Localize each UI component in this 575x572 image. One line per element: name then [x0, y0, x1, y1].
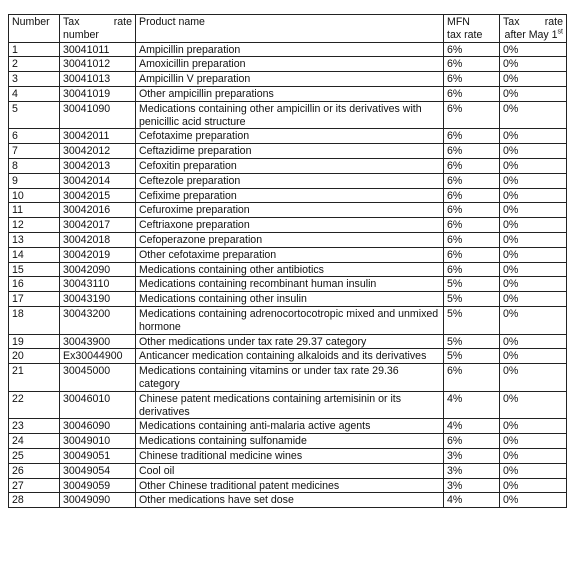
cell-tax-rate-number: 30042090 [60, 262, 136, 277]
table-row [9, 173, 567, 188]
cell-tax-rate-number: 30042015 [60, 188, 136, 203]
cell-product-name: Medications containing other antibiotics [136, 262, 444, 277]
table-row [9, 158, 567, 173]
cell-tax-rate-number: 30041090 [60, 101, 136, 129]
cell-mfn-tax-rate: 4% [444, 391, 500, 419]
cell-tax-rate-number: 30043900 [60, 334, 136, 349]
header-tax-rate-after-may: Tax rate after May 1st [500, 15, 567, 43]
cell-product-name: Anticancer medication containing alkaloids and its derivatives [136, 349, 444, 364]
cell-mfn-tax-rate: 6% [444, 101, 500, 129]
cell-mfn-tax-rate: 6% [444, 42, 500, 57]
cell-tax-rate-after: 0% [500, 391, 567, 419]
cell-number: 18 [9, 306, 60, 334]
cell-tax-rate-after: 0% [500, 188, 567, 203]
cell-product-name: Chinese patent medications containing artemisinin or its derivatives [136, 391, 444, 419]
cell-number: 24 [9, 434, 60, 449]
cell-tax-rate-after: 0% [500, 349, 567, 364]
cell-tax-rate-after: 0% [500, 42, 567, 57]
cell-number: 13 [9, 232, 60, 247]
cell-tax-rate-number: 30042016 [60, 203, 136, 218]
cell-product-name: Cefuroxime preparation [136, 203, 444, 218]
cell-product-name: Other Chinese traditional patent medicines [136, 478, 444, 493]
cell-number: 25 [9, 448, 60, 463]
cell-tax-rate-number: 30041012 [60, 57, 136, 72]
cell-tax-rate-after: 0% [500, 292, 567, 307]
cell-tax-rate-after: 0% [500, 173, 567, 188]
cell-tax-rate-after: 0% [500, 448, 567, 463]
cell-tax-rate-after: 0% [500, 57, 567, 72]
cell-number: 3 [9, 72, 60, 87]
cell-tax-rate-number: 30046010 [60, 391, 136, 419]
table-header-row [9, 15, 567, 43]
cell-tax-rate-number: 30049054 [60, 463, 136, 478]
cell-tax-rate-number: Ex30044900 [60, 349, 136, 364]
table-row [9, 57, 567, 72]
cell-mfn-tax-rate: 6% [444, 72, 500, 87]
cell-tax-rate-number: 30049051 [60, 448, 136, 463]
cell-number: 6 [9, 129, 60, 144]
cell-number: 1 [9, 42, 60, 57]
cell-tax-rate-after: 0% [500, 306, 567, 334]
cell-product-name: Medications containing vitamins or under tax rate 29.36 category [136, 364, 444, 392]
table-row [9, 86, 567, 101]
cell-number: 5 [9, 101, 60, 129]
table-row [9, 419, 567, 434]
cell-mfn-tax-rate: 5% [444, 349, 500, 364]
table-row [9, 493, 567, 508]
table-row [9, 218, 567, 233]
cell-mfn-tax-rate: 6% [444, 144, 500, 159]
cell-product-name: Ceftriaxone preparation [136, 218, 444, 233]
cell-tax-rate-after: 0% [500, 463, 567, 478]
table-row [9, 349, 567, 364]
cell-product-name: Ampicillin V preparation [136, 72, 444, 87]
cell-product-name: Chinese traditional medicine wines [136, 448, 444, 463]
cell-product-name: Ceftezole preparation [136, 173, 444, 188]
header-mfn-tax-rate: MFN tax rate [444, 15, 500, 43]
cell-number: 2 [9, 57, 60, 72]
header-tax-rate-number: Tax rate number [60, 15, 136, 43]
cell-mfn-tax-rate: 6% [444, 218, 500, 233]
cell-tax-rate-number: 30043200 [60, 306, 136, 334]
cell-mfn-tax-rate: 6% [444, 158, 500, 173]
table-row [9, 247, 567, 262]
cell-mfn-tax-rate: 6% [444, 247, 500, 262]
cell-tax-rate-number: 30042014 [60, 173, 136, 188]
cell-tax-rate-number: 30042017 [60, 218, 136, 233]
cell-number: 8 [9, 158, 60, 173]
cell-tax-rate-number: 30042018 [60, 232, 136, 247]
cell-tax-rate-number: 30043110 [60, 277, 136, 292]
cell-product-name: Medications containing adrenocortocotropic mixed and unmixed hormone [136, 306, 444, 334]
cell-tax-rate-after: 0% [500, 72, 567, 87]
cell-number: 26 [9, 463, 60, 478]
cell-mfn-tax-rate: 6% [444, 188, 500, 203]
header-product-name: Product name [136, 15, 444, 43]
table-row [9, 144, 567, 159]
cell-product-name: Cool oil [136, 463, 444, 478]
cell-number: 23 [9, 419, 60, 434]
cell-mfn-tax-rate: 3% [444, 463, 500, 478]
cell-tax-rate-after: 0% [500, 434, 567, 449]
table-row [9, 448, 567, 463]
cell-tax-rate-after: 0% [500, 277, 567, 292]
table-row [9, 101, 567, 129]
cell-product-name: Cefixime preparation [136, 188, 444, 203]
table-row [9, 129, 567, 144]
cell-tax-rate-after: 0% [500, 262, 567, 277]
cell-tax-rate-after: 0% [500, 232, 567, 247]
cell-tax-rate-after: 0% [500, 218, 567, 233]
table-row [9, 463, 567, 478]
table-row [9, 232, 567, 247]
table-row [9, 72, 567, 87]
cell-mfn-tax-rate: 6% [444, 262, 500, 277]
cell-number: 16 [9, 277, 60, 292]
cell-mfn-tax-rate: 3% [444, 448, 500, 463]
cell-tax-rate-number: 30041019 [60, 86, 136, 101]
cell-tax-rate-number: 30049010 [60, 434, 136, 449]
cell-tax-rate-number: 30049059 [60, 478, 136, 493]
cell-product-name: Medications containing recombinant human insulin [136, 277, 444, 292]
cell-product-name: Other cefotaxime preparation [136, 247, 444, 262]
cell-product-name: Ceftazidime preparation [136, 144, 444, 159]
table-row [9, 277, 567, 292]
cell-product-name: Amoxicillin preparation [136, 57, 444, 72]
cell-mfn-tax-rate: 3% [444, 478, 500, 493]
cell-tax-rate-after: 0% [500, 129, 567, 144]
cell-tax-rate-after: 0% [500, 247, 567, 262]
cell-tax-rate-number: 30043190 [60, 292, 136, 307]
cell-mfn-tax-rate: 6% [444, 434, 500, 449]
cell-number: 7 [9, 144, 60, 159]
cell-tax-rate-after: 0% [500, 144, 567, 159]
cell-mfn-tax-rate: 6% [444, 86, 500, 101]
cell-mfn-tax-rate: 4% [444, 493, 500, 508]
header-number: Number [9, 15, 60, 43]
cell-number: 11 [9, 203, 60, 218]
cell-number: 9 [9, 173, 60, 188]
cell-number: 22 [9, 391, 60, 419]
table-row [9, 292, 567, 307]
table-row [9, 478, 567, 493]
cell-tax-rate-after: 0% [500, 86, 567, 101]
cell-number: 19 [9, 334, 60, 349]
cell-tax-rate-number: 30041011 [60, 42, 136, 57]
cell-number: 14 [9, 247, 60, 262]
cell-mfn-tax-rate: 6% [444, 232, 500, 247]
cell-tax-rate-after: 0% [500, 419, 567, 434]
cell-number: 4 [9, 86, 60, 101]
cell-tax-rate-after: 0% [500, 478, 567, 493]
table-row [9, 391, 567, 419]
cell-tax-rate-number: 30042012 [60, 144, 136, 159]
cell-tax-rate-number: 30045000 [60, 364, 136, 392]
cell-tax-rate-after: 0% [500, 203, 567, 218]
cell-number: 17 [9, 292, 60, 307]
table-row [9, 262, 567, 277]
table-row [9, 364, 567, 392]
cell-product-name: Other medications have set dose [136, 493, 444, 508]
cell-mfn-tax-rate: 6% [444, 364, 500, 392]
cell-number: 15 [9, 262, 60, 277]
cell-product-name: Medications containing sulfonamide [136, 434, 444, 449]
cell-tax-rate-after: 0% [500, 334, 567, 349]
cell-mfn-tax-rate: 6% [444, 129, 500, 144]
table-row [9, 306, 567, 334]
cell-mfn-tax-rate: 6% [444, 203, 500, 218]
cell-mfn-tax-rate: 5% [444, 277, 500, 292]
cell-product-name: Medications containing anti-malaria active agents [136, 419, 444, 434]
cell-number: 10 [9, 188, 60, 203]
cell-number: 28 [9, 493, 60, 508]
table-row [9, 188, 567, 203]
cell-number: 27 [9, 478, 60, 493]
cell-product-name: Cefoxitin preparation [136, 158, 444, 173]
cell-product-name: Other medications under tax rate 29.37 category [136, 334, 444, 349]
table-row [9, 334, 567, 349]
tax-rate-table [8, 14, 567, 508]
cell-tax-rate-number: 30042013 [60, 158, 136, 173]
cell-number: 21 [9, 364, 60, 392]
cell-mfn-tax-rate: 6% [444, 173, 500, 188]
cell-tax-rate-after: 0% [500, 101, 567, 129]
cell-mfn-tax-rate: 6% [444, 57, 500, 72]
table-row [9, 434, 567, 449]
cell-product-name: Ampicillin preparation [136, 42, 444, 57]
cell-mfn-tax-rate: 5% [444, 292, 500, 307]
cell-product-name: Medications containing other insulin [136, 292, 444, 307]
cell-product-name: Cefoperazone preparation [136, 232, 444, 247]
cell-tax-rate-number: 30046090 [60, 419, 136, 434]
cell-tax-rate-number: 30049090 [60, 493, 136, 508]
cell-product-name: Other ampicillin preparations [136, 86, 444, 101]
cell-mfn-tax-rate: 5% [444, 334, 500, 349]
cell-tax-rate-number: 30041013 [60, 72, 136, 87]
cell-tax-rate-number: 30042019 [60, 247, 136, 262]
cell-number: 20 [9, 349, 60, 364]
cell-tax-rate-after: 0% [500, 493, 567, 508]
cell-number: 12 [9, 218, 60, 233]
table-row [9, 42, 567, 57]
cell-tax-rate-number: 30042011 [60, 129, 136, 144]
cell-tax-rate-after: 0% [500, 364, 567, 392]
table-row [9, 203, 567, 218]
cell-tax-rate-after: 0% [500, 158, 567, 173]
cell-product-name: Cefotaxime preparation [136, 129, 444, 144]
cell-mfn-tax-rate: 5% [444, 306, 500, 334]
cell-product-name: Medications containing other ampicillin or its derivatives with penicillic acid structure [136, 101, 444, 129]
cell-mfn-tax-rate: 4% [444, 419, 500, 434]
